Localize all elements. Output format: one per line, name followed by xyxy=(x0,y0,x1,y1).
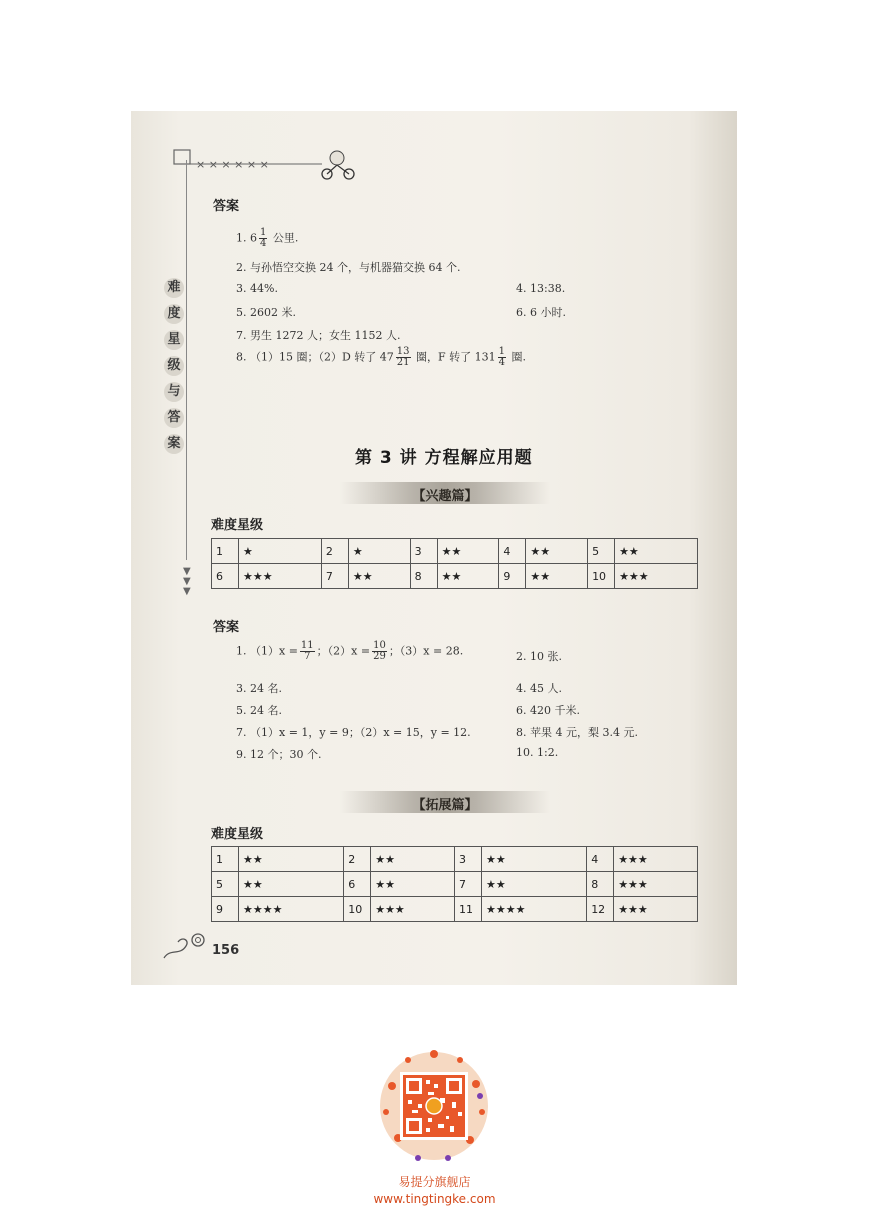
side-char: 级 xyxy=(164,356,184,376)
section-band xyxy=(340,791,550,813)
table-cell-stars: ★★ xyxy=(371,872,455,897)
table-cell-number: 6 xyxy=(212,564,239,589)
answer-4: 4. 13:38. xyxy=(516,282,566,295)
table-cell-stars: ★★ xyxy=(437,564,499,589)
answers-heading: 答案 xyxy=(213,199,240,214)
table-row xyxy=(212,564,698,589)
fraction-denominator: 4 xyxy=(498,357,506,368)
answer-7: 7. 男生 1272 人；女生 1152 人. xyxy=(236,329,401,342)
header-decoration-icon xyxy=(172,148,362,180)
table-cell-number: 4 xyxy=(587,847,614,872)
fraction-numerator: 11 xyxy=(300,640,314,651)
side-char: 答 xyxy=(164,408,184,428)
side-char: 度 xyxy=(164,304,184,324)
answer-2: 2. 10 张. xyxy=(516,650,562,663)
answer-4: 4. 45 人. xyxy=(516,682,562,695)
answer-7: 7. （1）x = 1，y = 9；（2）x = 15，y = 12. xyxy=(236,726,471,739)
table-cell-number: 8 xyxy=(410,564,437,589)
answer-10: 10. 1:2. xyxy=(516,746,559,759)
difficulty-label: 难度星级 xyxy=(211,518,264,533)
table-cell-number: 5 xyxy=(212,872,239,897)
table-cell-number: 11 xyxy=(454,897,481,922)
difficulty-table xyxy=(211,538,698,589)
table-cell-stars: ★★ xyxy=(437,539,499,564)
down-arrows-icon: ▼ ▼ ▼ xyxy=(183,566,191,597)
fraction xyxy=(300,641,315,662)
side-char: 星 xyxy=(164,330,184,350)
answer-text: ；（3）x = 28. xyxy=(388,644,464,658)
side-label xyxy=(164,278,186,460)
difficulty-table xyxy=(211,846,698,922)
answer-1 xyxy=(236,228,298,249)
table-cell-number: 10 xyxy=(344,897,371,922)
table-cell-number: 2 xyxy=(321,539,348,564)
table-cell-stars: ★★★ xyxy=(614,897,698,922)
fraction-denominator: 29 xyxy=(373,651,386,662)
answer-5: 5. 2602 米. xyxy=(236,306,296,319)
fraction-numerator: 1 xyxy=(498,346,506,357)
table-cell-number: 9 xyxy=(499,564,526,589)
table-cell-number: 6 xyxy=(344,872,371,897)
table-cell-stars: ★★★ xyxy=(614,872,698,897)
answer-text: 1. 6 xyxy=(236,231,257,245)
answer-text: 8. （1）15 圈；（2）D 转了 47 xyxy=(236,350,394,364)
table-row xyxy=(212,897,698,922)
table-cell-number: 7 xyxy=(321,564,348,589)
table-cell-number: 1 xyxy=(212,847,239,872)
answer-1 xyxy=(236,641,463,662)
section-band-label: 【兴趣篇】 xyxy=(412,489,478,504)
table-cell-stars: ★★ xyxy=(348,564,410,589)
table-cell-stars: ★★ xyxy=(481,872,586,897)
table-row xyxy=(212,539,698,564)
answer-text: 圈，F 转了 131 xyxy=(412,350,496,364)
lecture-title: 第 3 讲 方程解应用题 xyxy=(355,448,533,468)
section-band-label: 【拓展篇】 xyxy=(412,798,478,813)
fraction-denominator: 21 xyxy=(396,357,410,368)
answer-text: 1. （1）x = xyxy=(236,644,298,658)
table-cell-stars: ★★★ xyxy=(615,564,698,589)
difficulty-label: 难度星级 xyxy=(211,827,264,842)
table-cell-stars: ★★★★ xyxy=(239,897,344,922)
table-cell-stars: ★★★★ xyxy=(481,897,586,922)
answer-3: 3. 44%. xyxy=(236,282,278,295)
table-cell-number: 2 xyxy=(344,847,371,872)
answer-6: 6. 420 千米. xyxy=(516,704,580,717)
table-cell-number: 3 xyxy=(410,539,437,564)
answer-5: 5. 24 名. xyxy=(236,704,282,717)
side-rule xyxy=(186,160,187,560)
table-cell-number: 9 xyxy=(212,897,239,922)
answer-text: ；（2）x = xyxy=(316,644,371,658)
table-cell-number: 12 xyxy=(587,897,614,922)
table-cell-number: 4 xyxy=(499,539,526,564)
answer-3: 3. 24 名. xyxy=(236,682,282,695)
section-band xyxy=(340,482,550,504)
table-cell-number: 1 xyxy=(212,539,239,564)
side-char: 与 xyxy=(164,382,184,402)
table-cell-number: 7 xyxy=(454,872,481,897)
table-cell-stars: ★★★ xyxy=(371,897,455,922)
answer-9: 9. 12 个；30 个. xyxy=(236,748,322,761)
table-cell-stars: ★★ xyxy=(526,539,588,564)
qr-code-icon xyxy=(378,1046,490,1172)
table-cell-stars: ★★ xyxy=(481,847,586,872)
table-row xyxy=(212,872,698,897)
answer-6: 6. 6 小时. xyxy=(516,306,566,319)
answer-text: 圈. xyxy=(508,350,527,364)
answer-8: 8. 苹果 4 元，梨 3.4 元. xyxy=(516,726,638,739)
table-cell-number: 3 xyxy=(454,847,481,872)
shop-name: 易提分旗舰店 xyxy=(398,1175,471,1189)
table-cell-stars: ★★ xyxy=(615,539,698,564)
table-cell-stars: ★ xyxy=(239,539,322,564)
table-cell-stars: ★★ xyxy=(371,847,455,872)
fraction xyxy=(372,641,387,662)
fraction-numerator: 10 xyxy=(373,640,386,651)
answers-heading: 答案 xyxy=(213,620,240,635)
table-cell-stars: ★★ xyxy=(526,564,588,589)
table-cell-stars: ★★ xyxy=(239,847,344,872)
table-cell-number: 10 xyxy=(588,564,615,589)
table-cell-stars: ★★★ xyxy=(614,847,698,872)
fraction xyxy=(498,347,506,368)
table-cell-stars: ★★★ xyxy=(239,564,322,589)
answer-text: 公里. xyxy=(269,231,299,245)
table-row xyxy=(212,847,698,872)
table-cell-number: 5 xyxy=(588,539,615,564)
fraction xyxy=(396,347,411,368)
swirl-decoration-icon xyxy=(160,928,210,962)
fraction-denominator: 4 xyxy=(260,238,267,249)
fraction-denominator: 7 xyxy=(304,651,311,662)
side-char: 案 xyxy=(164,434,184,454)
answer-2: 2. 与孙悟空交换 24 个，与机器猫交换 64 个. xyxy=(236,261,461,274)
fraction-numerator: 1 xyxy=(260,227,267,238)
table-cell-number: 8 xyxy=(587,872,614,897)
answer-8 xyxy=(236,347,526,368)
side-char: 难 xyxy=(164,278,184,298)
svg-text:× × × × × ×: × × × × × × xyxy=(196,158,269,171)
website-link[interactable]: www.tingtingke.com xyxy=(373,1192,496,1206)
table-cell-stars: ★ xyxy=(348,539,410,564)
fraction xyxy=(259,228,267,249)
table-cell-stars: ★★ xyxy=(239,872,344,897)
fraction-numerator: 13 xyxy=(396,346,410,357)
page-number: 156 xyxy=(212,943,240,958)
